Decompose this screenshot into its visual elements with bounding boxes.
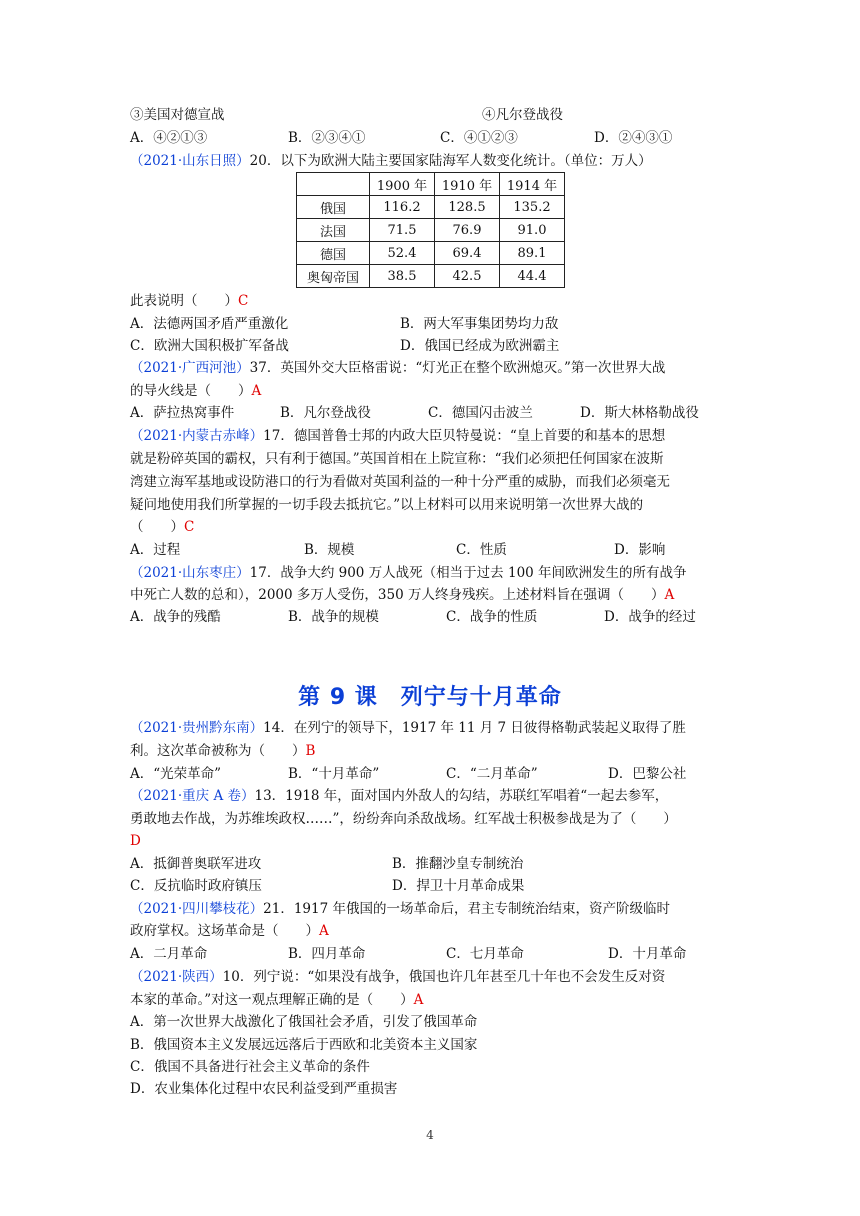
option-a: A．“光荣革命”: [130, 766, 222, 782]
table-cell: 俄国: [297, 196, 370, 219]
option-d: D．捍卫十月革命成果: [392, 878, 525, 894]
question-source: （2021·四川攀枝花）: [130, 901, 264, 917]
question-source: （2021·陕西）: [130, 969, 223, 985]
question-text: 20．以下为欧洲大陆主要国家陆海军人数变化统计。（单位：万人）: [249, 153, 652, 169]
option-c: C．七月革命: [446, 946, 524, 962]
option-b: B．凡尔登战役: [280, 405, 371, 421]
table-cell: 116.2: [370, 196, 435, 219]
answer-key: D: [130, 833, 141, 849]
question-17b-line-1: [130, 563, 687, 583]
question-text: 21．1917 年俄国的一场革命后，君主专制统治结束，资产阶级临时: [263, 901, 670, 917]
option-c: C．④①②③: [440, 130, 518, 146]
question-10-line-1: [130, 967, 665, 987]
question-text: 政府掌权。这场革命是（ ）: [130, 923, 319, 939]
question-source: （2021·广西河池）: [130, 360, 250, 376]
question-14-line-2: [130, 741, 315, 761]
question-source: （2021·重庆 A 卷）: [130, 788, 255, 804]
question-text: 中死亡人数的总和），2000 多万人受伤，350 万人终身残疾。上述材料旨在强调（ ）: [130, 587, 665, 603]
question-text: 本家的革命。”对这一观点理解正确的是（ ）: [130, 992, 414, 1008]
table-cell: 135.2: [500, 196, 565, 219]
option-c: C．“二月革命”: [446, 766, 538, 782]
answer-key: C: [184, 519, 195, 535]
option-c: C．俄国不具备进行社会主义革命的条件: [130, 1059, 370, 1075]
answer-key: A: [664, 587, 675, 603]
table-header-cell: 1900 年: [370, 173, 435, 196]
question-20-stem: [130, 151, 652, 171]
option-c: C．欧洲大国积极扩军备战: [130, 338, 289, 354]
option-d: D．俄国已经成为欧洲霸主: [400, 338, 560, 354]
option-item-3: ③美国对德宣战: [130, 107, 225, 123]
answer-key: A: [413, 992, 424, 1008]
table-header-cell: 1910 年: [435, 173, 500, 196]
option-b: B．②③④①: [288, 130, 366, 146]
option-a: A．第一次世界大战激化了俄国社会矛盾，引发了俄国革命: [130, 1014, 478, 1030]
question-13-line-2: 勇敢地去作战，为苏维埃政权……”，纷纷奔向杀敌战场。红军战士积极参战是为了（ ）: [130, 811, 677, 827]
option-a: A．战争的残酷: [130, 609, 221, 625]
question-13-line-1: [130, 786, 668, 806]
page-number: 4: [426, 1128, 434, 1142]
option-d: D．巴黎公社: [608, 766, 687, 782]
option-b: B．推翻沙皇专制统治: [392, 856, 524, 872]
table-cell: 89.1: [500, 242, 565, 265]
question-source: （2021·贵州黔东南）: [130, 720, 264, 736]
option-a: A．萨拉热窝事件: [130, 405, 235, 421]
option-c: C．性质: [456, 542, 507, 558]
question-10-line-2: [130, 990, 423, 1010]
question-14-line-1: [130, 718, 686, 738]
question-text: 此表说明（ ）: [130, 293, 238, 309]
army-size-table: [296, 172, 565, 288]
option-b: B．“十月革命”: [288, 766, 380, 782]
option-b: B．俄国资本主义发展远远落后于西欧和北美资本主义国家: [130, 1037, 478, 1053]
table-cell: 128.5: [435, 196, 500, 219]
option-c: C．战争的性质: [446, 609, 538, 625]
question-text: （ ）: [130, 519, 184, 535]
table-cell: 52.4: [370, 242, 435, 265]
question-21-line-1: [130, 899, 670, 919]
question-text: 17．德国普鲁士邦的内政大臣贝特曼说：“皇上首要的和基本的思想: [263, 428, 666, 444]
option-b: B．四月革命: [288, 946, 366, 962]
question-source: （2021·山东枣庄）: [130, 565, 250, 581]
table-cell: 44.4: [500, 265, 565, 288]
table-cell: 奥匈帝国: [297, 265, 370, 288]
table-header-row: [297, 173, 565, 196]
option-d: D．农业集体化过程中农民利益受到严重损害: [130, 1081, 398, 1097]
option-b: B．战争的规模: [288, 609, 379, 625]
question-text: 的导火线是（ ）: [130, 383, 252, 399]
question-20-prompt: [130, 291, 248, 311]
question-text: 利。这次革命被称为（ ）: [130, 743, 306, 759]
question-source: （2021·内蒙古赤峰）: [130, 428, 264, 444]
answer-key: B: [305, 743, 316, 759]
answer-key: A: [251, 383, 262, 399]
option-d: D．斯大林格勒战役: [580, 405, 699, 421]
question-13-answer: [130, 831, 141, 851]
answer-key: C: [238, 293, 249, 309]
table-cell: 69.4: [435, 242, 500, 265]
table-header-cell: [297, 173, 370, 196]
table-row: [297, 265, 565, 288]
option-b: B．两大军事集团势均力敌: [400, 316, 559, 332]
question-text: 14．在列宁的领导下，1917 年 11 月 7 日彼得格勒武装起义取得了胜: [263, 720, 686, 736]
option-item-4: ④凡尔登战役: [482, 107, 563, 123]
option-d: D．战争的经过: [604, 609, 696, 625]
question-source: （2021·山东日照）: [130, 153, 250, 169]
table-cell: 91.0: [500, 219, 565, 242]
option-c: C．反抗临时政府镇压: [130, 878, 262, 894]
option-a: A．抵御普奥联军进攻: [130, 856, 262, 872]
table-cell: 法国: [297, 219, 370, 242]
option-d: D．十月革命: [608, 946, 687, 962]
question-text: 13．1918 年，面对国内外敌人的勾结，苏联红军唱着“一起去参军，: [254, 788, 669, 804]
option-c: C．德国闪击波兰: [428, 405, 533, 421]
option-d: D．影响: [614, 542, 666, 558]
lesson-title: 第 9 课 列宁与十月革命: [298, 685, 562, 710]
question-text: 17．战争大约 900 万人战死（相当于过去 100 年间欧洲发生的所有战争: [249, 565, 687, 581]
option-a: A．法德两国矛盾严重激化: [130, 316, 289, 332]
question-17a-line-1: [130, 426, 665, 446]
question-17a-line-4: 疑问地使用我们所掌握的一切手段去抵抗它。”以上材料可以用来说明第一次世界大战的: [130, 497, 644, 513]
table-cell: 71.5: [370, 219, 435, 242]
table-cell: 38.5: [370, 265, 435, 288]
option-a: A．过程: [130, 542, 181, 558]
question-text: 37．英国外交大臣格雷说：“灯光正在整个欧洲熄灭。”第一次世界大战: [249, 360, 666, 376]
question-17a-line-2: 就是粉碎英国的霸权，只有利于德国。”英国首相在上院宣称：“我们必须把任何国家在波斯: [130, 451, 664, 467]
option-a: A．二月革命: [130, 946, 208, 962]
question-17a-line-5: [130, 517, 194, 537]
question-text: 10．列宁说：“如果没有战争，俄国也许几年甚至几十年也不会发生反对资: [222, 969, 666, 985]
table-row: [297, 219, 565, 242]
question-37-line-2: [130, 381, 261, 401]
table-row: [297, 196, 565, 219]
answer-key: A: [319, 923, 329, 939]
question-17b-line-2: [130, 585, 674, 605]
option-b: B．规模: [304, 542, 355, 558]
question-17a-line-3: 湾建立海军基地或设防港口的行为看做对英国利益的一种十分严重的威胁，而我们必须毫无: [130, 474, 670, 490]
table-cell: 76.9: [435, 219, 500, 242]
table-cell: 42.5: [435, 265, 500, 288]
table-header-cell: 1914 年: [500, 173, 565, 196]
table-row: [297, 242, 565, 265]
question-37-line-1: [130, 358, 665, 378]
option-a: A．④②①③: [130, 130, 208, 146]
option-d: D．②④③①: [594, 130, 673, 146]
question-21-line-2: [130, 921, 329, 941]
table-cell: 德国: [297, 242, 370, 265]
